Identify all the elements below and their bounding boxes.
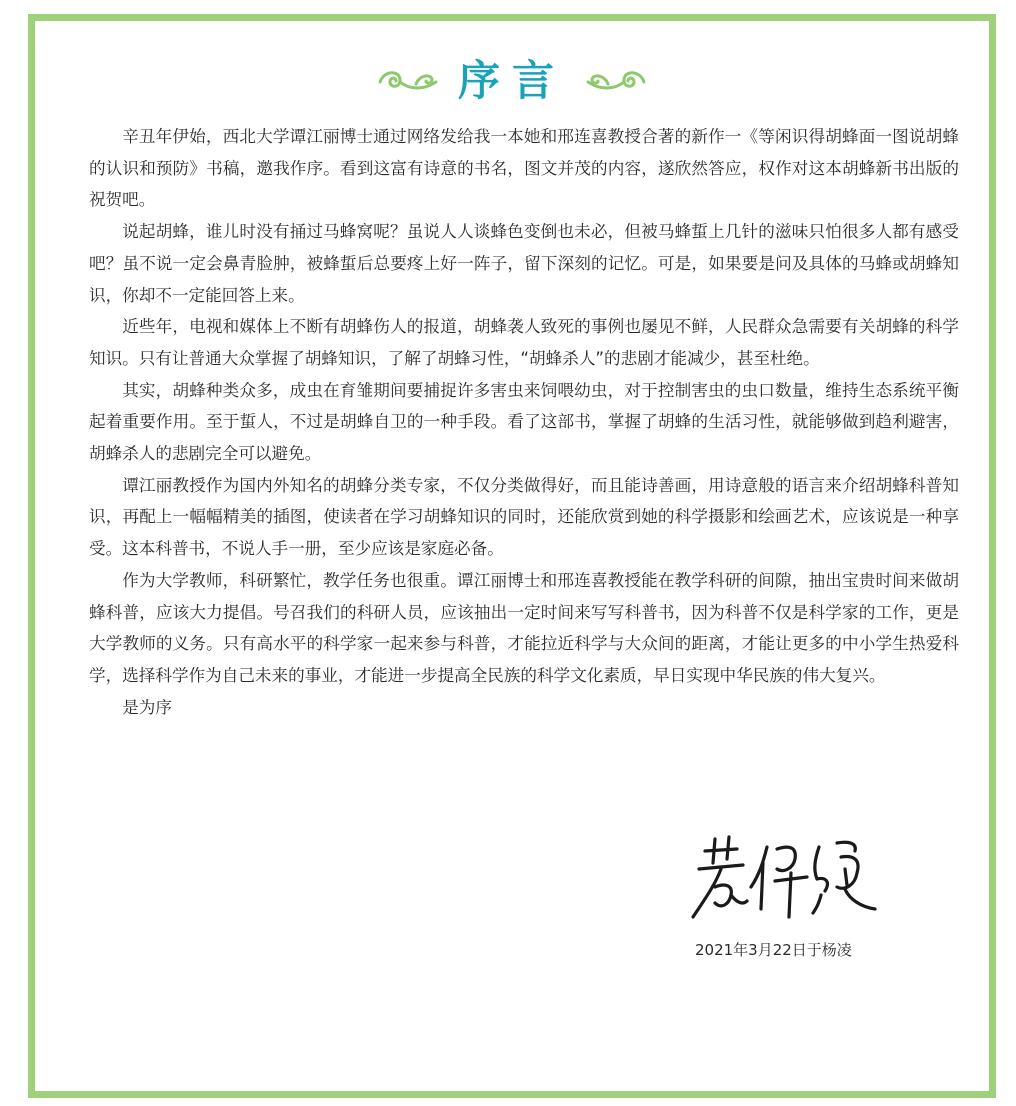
date-place-line: 2021年3月22日于杨凌: [695, 941, 852, 959]
title-row: [35, 51, 989, 111]
page-title: 序言: [457, 56, 566, 105]
paragraph-2: 说起胡蜂，谁儿时没有捅过马蜂窝呢？虽说人人谈蜂色变倒也未必，但被马蜂蜇上几针的滋味只怕很多人都有感受吧？虽不说一定会鼻青脸肿，被蜂蜇后总要疼上好一阵子，留下深刻的记忆。可是，如果要是问及具体的马蜂或胡蜂知识，你却不一定能回答上来。: [89, 222, 959, 305]
paragraph-6: 作为大学教师，科研繁忙，教学任务也很重。谭江丽博士和邢连喜教授能在教学科研的间隙，抽出宝贵时间来做胡蜂科普，应该大力提倡。号召我们的科研人员，应该抽出一定时间来写写科普书，因为科普不仅是科学家的工作，更是大学教师的义务。只有高水平的科学家一起来参与科普，才能拉近科学与大众间的距离，才能让更多的中小学生热爱科学，选择科学作为自己未来的事业，才能进一步提高全民族的科学文化素质，早日实现中华民族的伟大复兴。: [89, 570, 959, 685]
page-frame: [28, 14, 996, 1098]
paragraph-5: 谭江丽教授作为国内外知名的胡蜂分类专家，不仅分类做得好，而且能诗善画，用诗意般的语言来介绍胡蜂科普知识，再配上一幅幅精美的插图，使读者在学习胡蜂知识的同时，还能欣赏到她的科学摄影和绘画艺术，应该说是一种享受。这本科普书，不说人手一册，至少应该是家庭必备。: [89, 475, 959, 559]
left-swirl-ornament-icon: [376, 64, 440, 98]
paragraph-3: 近些年，电视和媒体上不断有胡蜂伤人的报道，胡蜂袭人致死的事例也屡见不鲜，人民群众急需要有关胡蜂的科学知识。只有让普通大众掌握了胡蜂知识，了解了胡蜂习性，“胡蜂杀人”的悲剧才能减少，甚至杜绝。: [89, 317, 959, 368]
handwritten-signature: [685, 829, 885, 929]
paragraph-1: 辛丑年伊始，西北大学谭江丽博士通过网络发给我一本她和邢连喜教授合著的新作一《等闲识得胡蜂面一图说胡蜂的认识和预防》书稿，邀我作序。看到这富有诗意的书名，图文并茂的内容，遂欣然答应，权作对这本胡蜂新书出版的祝贺吧。: [89, 127, 959, 210]
closing-line: 是为序: [122, 697, 172, 717]
right-swirl-ornament-icon: [584, 64, 648, 98]
preface-body: [89, 121, 959, 723]
paragraph-4: 其实，胡蜂种类众多，成虫在育雏期间要捕捉许多害虫来饲喂幼虫，对于控制害虫的虫口数量，维持生态系统平衡起着重要作用。至于蜇人，不过是胡蜂自卫的一种手段。看了这部书，掌握了胡蜂的生活习性，就能够做到趋利避害，胡蜂杀人的悲剧完全可以避免。: [89, 380, 959, 464]
